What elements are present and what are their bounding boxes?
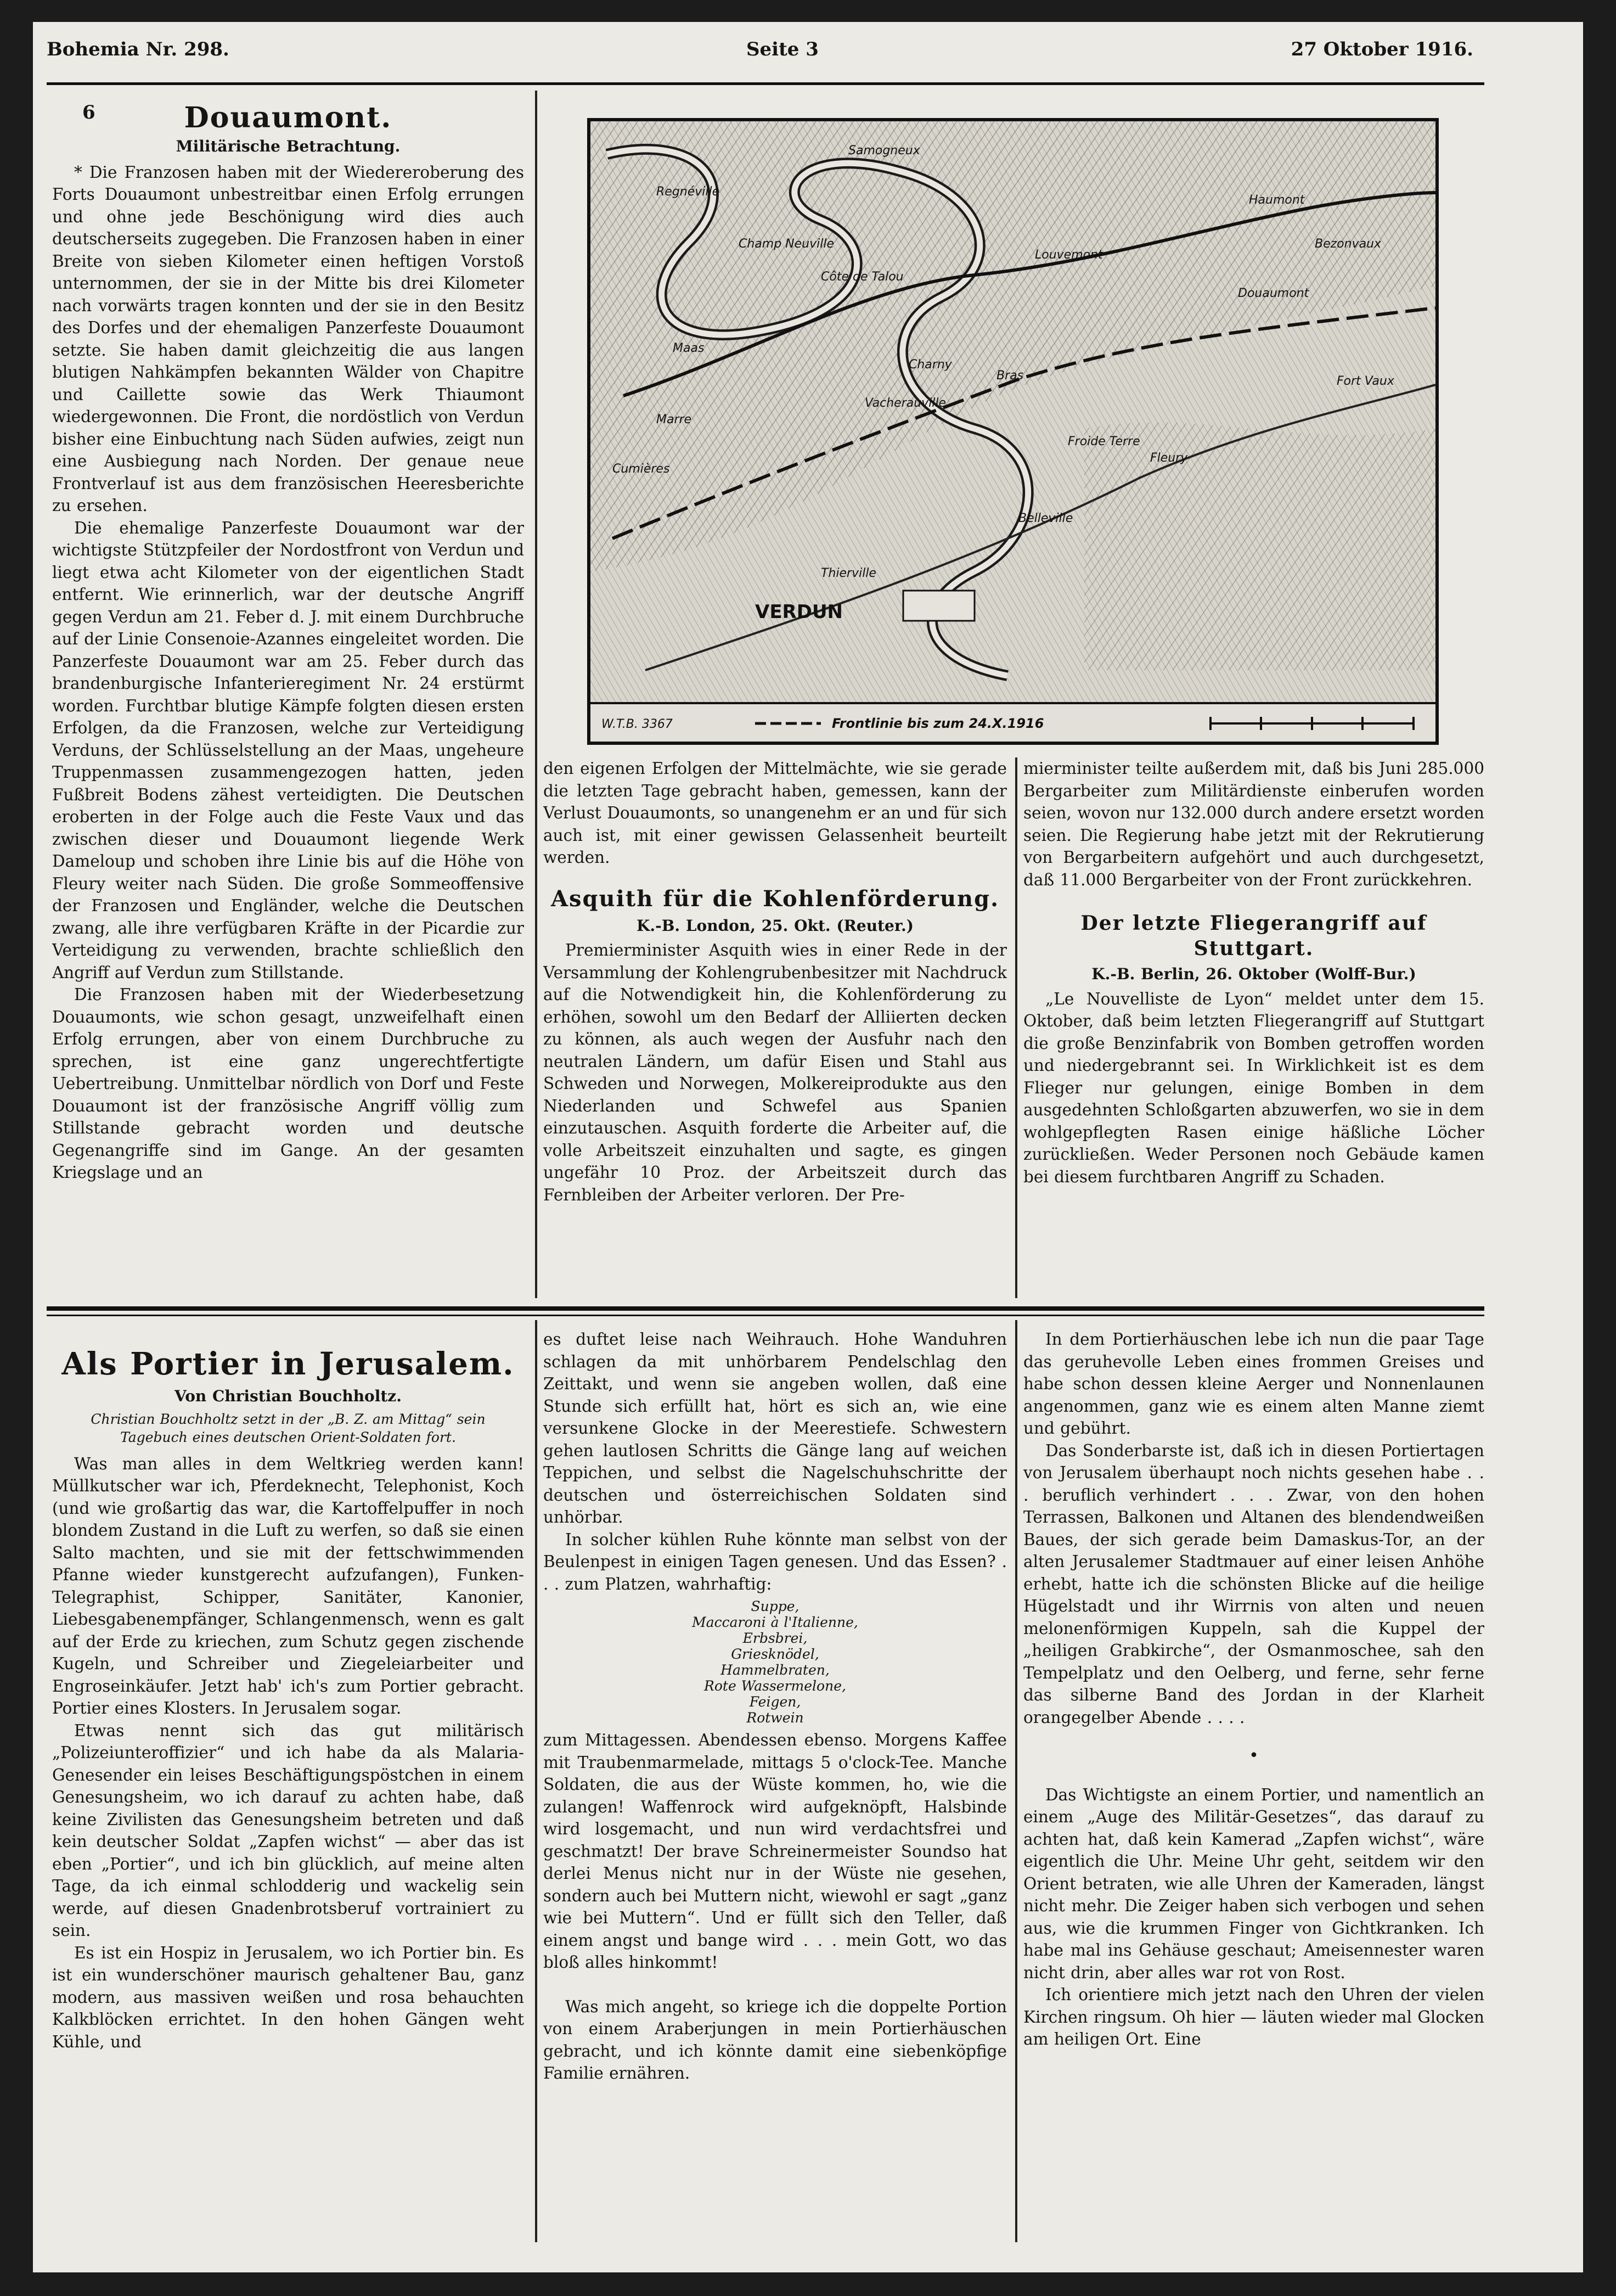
map-reference: W.T.B. 3367: [601, 717, 673, 731]
feuilleton-paragraph: Ich orientiere mich jetzt nach den Uhren der vielen Kirchen ringsum. Oh hier — läuten wieder mal Glocken am heiligen Ort. Eine: [1023, 1985, 1484, 2048]
douaumont-paragraph-3: Die Franzosen haben mit der Wiederbesetzung Douaumonts, wie schon gesagt, unzweifelhaft einen Erfolg errungen, aber von einem Durchbruche zu sprechen, ist eine ganz ungerechtfertigte Uebertreibung. Unmittelbar nördlich von Dorf und Feste Douaumont ist der französische Angriff völlig zum Stillstande gebracht worden und deutsche Gegenangriffe sind im Gange. An der gesamten Kriegslage und an: [52, 985, 524, 1182]
map-label: Côte de Talou: [821, 270, 904, 284]
menu-list: [543, 1598, 1007, 1726]
feuilleton-separator-thin: [47, 1315, 1484, 1316]
menu-item: Rotwein: [746, 1710, 804, 1726]
header-page-number: Seite 3: [746, 38, 819, 60]
feuilleton-paragraph: Etwas nennt sich das gut militärisch „Polizeiunteroffizier“ und ich habe da als Malaria-Genesender ein leises Beschäftigungspöstchen in einem Genesungsheim, wo ich darauf zu achten habe, daß keine Zivilisten das Genesungsheim betreten und daß kein deutscher Soldat „Zapfen wichst“ — aber das ist eben „Portier“, und ich bin glücklich, auf meine alten Tage, da ich einmal schlodderig und wackelig sein werde, auf diesen Gnadenbrotsberuf vortrainiert zu sein.: [52, 1721, 524, 1940]
menu-item: Rote Wassermelone,: [704, 1678, 846, 1694]
map-label: Bezonvaux: [1315, 237, 1382, 251]
map-drawing: [590, 121, 1435, 742]
asquith-text: Premierminister Asquith wies in einer Rede in der Versammlung der Kohlengrubenbesitzer mit Nachdruck auf die Notwendigkeit hin, die Kohlenförderung zu erhöhen, sowohl um den Bedarf der Alliierten decken zu können, als auch wegen der Ausfuhr nach den neutralen Ländern, um dafür Eisen und Stahl aus Schweden und Norwegen, Molkereiprodukte aus den Niederlanden und Schwefel aus Spanien einzutauschen. Asquith forderte die Arbeiter auf, die volle Arbeitszeit einzuhalten und sagte, es gingen ungefähr 10 Proz. der Arbeitszeit durch das Fernbleiben der Arbeiter verloren. Der Pre-: [543, 941, 1007, 1204]
stuttgart-dateline: K.-B. Berlin, 26. Oktober (Wolff-Bur.): [1091, 965, 1416, 983]
douaumont-continuation: den eigenen Erfolgen der Mittelmächte, wie sie gerade die letzten Tage gebracht haben, gemessen, kann der Verlust Douaumonts, so unangenehm er an und für sich auch ist, mit einer gewissen Gelassenheit beurteilt werden.: [543, 759, 1007, 867]
page-header: [47, 38, 1473, 77]
map-label: Fort Vaux: [1337, 374, 1394, 388]
douaumont-article: [52, 96, 524, 1298]
feuilleton-paragraph: In solcher kühlen Ruhe könnte man selbst von der Beulenpest in einigen Tagen genesen. Und das Essen? . . . zum Platzen, wahrhaftig:: [543, 1530, 1007, 1593]
feuilleton-column-3: [1023, 1328, 1484, 2245]
feuilleton-paragraph: In dem Portierhäuschen lebe ich nun die paar Tage das geruhevolle Leben eines frommen Greises und habe schon dessen kleine Aerger und Nonnenlaunen angenommen, ganz wie es einem alten Manne ziemt und gebührt.: [1023, 1330, 1484, 1438]
feuilleton-paragraph: es duftet leise nach Weihrauch. Hohe Wanduhren schlagen da mit unhörbarem Pendelschlag den Zeittakt, und wenn sie angeben wollen, daß eine Stunde sich erfüllt hat, hört es sich an, wie eine versunkene Glocke in der Meerestiefe. Schwestern gehen lautlosen Schritts die Gänge lang auf weichen Teppichen, und selbst die Nagelschuhschritte der deutschen und österreichischen Soldaten sind unhörbar.: [543, 1330, 1007, 1526]
column-3-news: [1023, 757, 1484, 1301]
menu-item: Maccaroni à l'Italienne,: [692, 1614, 858, 1630]
map-label: Thierville: [821, 566, 876, 580]
map-legend: Frontlinie bis zum 24.X.1916: [832, 716, 1044, 731]
hill-shading-south: [1084, 422, 1435, 670]
feuilleton-paragraph: Was mich angeht, so kriege ich die doppelte Portion von einem Araberjungen in mein Portierhäuschen gebracht, und ich könnte damit eine siebenköpfige Familie ernähren.: [543, 1997, 1007, 2082]
map-label: Louvemont: [1035, 248, 1103, 262]
map-label: Belleville: [1018, 512, 1073, 525]
asquith-continuation: mierminister teilte außerdem mit, daß bis Juni 285.000 Bergarbeiter zum Militärdienste einberufen worden seien, wovon nur 132.000 durch andere ersetzt worden seien. Die Regierung habe jetzt mit der Rekrutierung von Bergarbeitern aufgehört und auch durchgesetzt, daß 11.000 Bergarbeiter von der Front zurückkehren.: [1023, 759, 1484, 889]
menu-item: Feigen,: [749, 1694, 801, 1710]
header-date: 27 Oktober 1916.: [1291, 38, 1473, 60]
section-break-dot: •: [1249, 1746, 1259, 1765]
map-label: Douaumont: [1238, 287, 1309, 300]
map-label: Marre: [656, 413, 692, 426]
map-label-verdun: VERDUN: [755, 601, 843, 623]
feuilleton-paragraph: zum Mittagessen. Abendessen ebenso. Morgens Kaffee mit Traubenmarmelade, mittags 5 o'clock-Tee. Manche Soldaten, die aus der Wüste kommen, ho, wie die zulangen! Waffenrock wird aufgeknöpft, Halsbinde wird losgemacht, und nun wird verdachtsfrei und geschmatzt! Der brave Schreinermeister Soundso hat derlei Menus nicht nur in der Wüste nie gesehen, sondern auch bei Muttern nicht, wiewohl er sagt „ganz wie bei Muttern“. Und er füllt sich den Teller, daß einem angst und bange wird . . . mein Gott, wo das bloß alles hinkommt!: [543, 1731, 1007, 1972]
asquith-title: Asquith für die Kohlenförderung.: [551, 885, 999, 912]
section-mark: 6: [82, 102, 95, 123]
stuttgart-title: Der letzte Fliegerangriff auf Stuttgart.: [1080, 912, 1427, 960]
douaumont-paragraph-2: Die ehemalige Panzerfeste Douaumont war der wichtigste Stützpfeiler der Nordostfront von Verdun und liegt etwa acht Kilometer von der eigentlichen Stadt entfernt. Wie erinnerlich, war der deutsche Angriff gegen Verdun am 21. Feber d. J. mit einem Durchbruche auf der Linie Consenoie-Azannes eingeleitet worden. Die Panzerfeste Douaumont war am 25. Feber durch das brandenburgische Infanterieregiment Nr. 24 erstürmt worden. Furchtbar blutige Kämpfe folgten diesen ersten Erfolgen, da die Franzosen, welche zur Verteidigung Verduns, der Schlüsselstellung an der Maas, ungeheure Truppenmassen zusammengezogen hatten, jeden Fußbreit Bodens zähest verteidigten. Die Deutschen eroberten in der Folge auch die Feste Vaux und das zwischen dieser und Douaumont liegende Werk Dameloup und schoben ihre Linie bis auf die Höhe von Fleury weiter nach Süden. Die große Sommeoffensive der Franzosen und Engländer, welche die Deutschen zwang, alle ihre verfügbaren Kräfte in der Picardie zur Verteidigung zu verwenden, brachte schließlich den Angriff auf Verdun zum Stillstande.: [52, 518, 524, 982]
douaumont-subtitle: Militärische Betrachtung.: [176, 137, 401, 155]
feuilleton-paragraph: Was man alles in dem Weltkrieg werden kann! Müllkutscher war ich, Pferdeknecht, Telephonist, Koch (und wie großartig das war, die Kartoffelpuffer in noch blondem Zustand in die Luft zu werfen, so daß sie einen Salto machten, und sie mit der fettschwimmenden Pfanne wieder kunstgerecht aufzufangen), Funken-Telegraphist, Schipper, Sanitäter, Kanonier, Liebesgabenempfänger, Schlangenmensch, wenn es galt auf der Erde zu kriechen, zum Schutz gegen zischende Kugeln, und Schreiber und Ziegeleiarbeiter und Engroseinkäufer. Jetzt hab' ich's zum Portier gebracht. Portier eines Klosters. In Jerusalem sogar.: [52, 1454, 524, 1717]
menu-item: Erbsbrei,: [742, 1630, 808, 1646]
feuilleton-rule-1: [535, 1320, 537, 2242]
feuilleton-rule-2: [1015, 1320, 1017, 2242]
map-label: Maas: [673, 341, 705, 355]
map-label: Froide Terre: [1068, 435, 1140, 448]
feuilleton-paragraph: Das Wichtigste an einem Portier, und namentlich an einem „Auge des Militär-Gesetzes“, das darauf zu achten hat, daß kein Kamerad „Zapfen wichst“, wäre eigentlich die Uhr. Meine Uhr geht, seitdem wir den Orient betraten, wie alle Uhren der Kameraden, längst nicht mehr. Die Zeiger haben sich verbogen und sehen aus, wie die krummen Finger von Gichtkranken. Ich habe mal ins Gehäuse geschaut; Ameisennester waren nicht drin, aber alles war rot von Rost.: [1023, 1785, 1484, 1982]
feuilleton-byline: Von Christian Bouchholtz.: [174, 1387, 402, 1405]
feuilleton-separator: [47, 1306, 1484, 1311]
douaumont-paragraph-1: * Die Franzosen haben mit der Wiedereroberung des Forts Douaumont unbestreitbar einen Erfolg errungen und ohne jede Beschönigung wird dies auch deutscherseits zugegeben. Die Franzosen haben in einer Breite von sieben Kilometer einen heftigen Vorstoß unternommen, der sie in der Mitte bis drei Kilometer nach vorwärts tragen konnten und der sie in den Besitz des Dorfes und der ehemaligen Panzerfeste Douaumont setzte. Sie haben damit gleichzeitig die aus langen blutigen Nahkämpfen bekannten Wälder von Chapitre und Caillette sowie das Werk Thiaumont wiedergewonnen. Die Front, die nordöstlich von Verdun bisher eine Einbuchtung nach Süden aufwies, zeigt nun eine Ausbiegung nach Norden. Der genaue neue Frontverlauf ist aus dem französischen Heeresberichte zu ersehen.: [52, 162, 524, 515]
map-label: Fleury: [1150, 451, 1188, 465]
column-rule-1: [535, 91, 537, 1298]
map-label: Samogneux: [848, 144, 920, 158]
header-paper-issue: Bohemia Nr. 298.: [47, 38, 229, 60]
menu-item: Griesknödel,: [731, 1646, 819, 1662]
asquith-dateline: K.-B. London, 25. Okt. (Reuter.): [637, 916, 914, 935]
feuilleton-intro: Christian Bouchholtz setzt in der „B. Z. am Mittag“ sein Tagebuch eines deutschen Orient-Soldaten fort.: [91, 1411, 486, 1445]
header-rule: [47, 82, 1484, 85]
column-rule-2: [1015, 757, 1017, 1298]
map-label: Champ Neuville: [739, 237, 835, 251]
feuilleton-column-1: [52, 1328, 524, 2245]
map-label: Bras: [996, 369, 1024, 383]
menu-item: Suppe,: [751, 1598, 799, 1614]
menu-item: Hammelbraten,: [720, 1662, 830, 1678]
verdun-city-marker: [903, 591, 975, 621]
stuttgart-text: „Le Nouvelliste de Lyon“ meldet unter dem 15. Oktober, daß beim letzten Fliegerangriff auf Stuttgart die große Benzinfabrik von Bomben getroffen worden und niedergebrannt sei. In Wirklichkeit ist es dem Flieger nur gelungen, einige Bomben in dem ausgedehnten Schloßgarten abzuwerfen, wo sie in dem wohlgepflegten Rasen einige häßliche Löcher zurückließen. Weder Personen noch Gebäude kamen bei diesem furchtbaren Angriff zu Schaden.: [1023, 989, 1484, 1186]
map-label: Charny: [909, 358, 952, 372]
feuilleton-column-2: [543, 1328, 1007, 2245]
map-label: Haumont: [1249, 193, 1305, 207]
feuilleton-paragraph: Das Sonderbarste ist, daß ich in diesen Portiertagen von Jerusalem überhaupt noch nichts gesehen habe . . . beruflich verhindert . . . Zwar, von den hohen Terrassen, Balkonen und Altanen des blendendweißen Baues, der sich gerade beim Damaskus-Tor, an der alten Jerusalemer Stadtmauer auf einer leisen Anhöhe erhebt, hatte ich die schönsten Blicke auf die heilige Hügelstadt und ihr Wirrnis von alten und neuen melonenförmigen Kuppeln, sah die Kuppel der „heiligen Grabkirche“, der Osmanmoschee, sah den Tempelplatz und den Oelberg, und ferne, sehr ferne das silberne Band des Jordan in der Klarheit orangegelber Abende . . . .: [1023, 1441, 1484, 1727]
map-label: Cumières: [612, 462, 670, 476]
map-label: Vacherauville: [865, 396, 947, 410]
douaumont-title: Douaumont.: [184, 101, 392, 134]
feuilleton-paragraph: Es ist ein Hospiz in Jerusalem, wo ich Portier bin. Es ist ein wunderschöner maurisch gehaltener Bau, ganz modern, aus massiven weißen und rosa behauchten Kalkblöcken errichtet. In den hohen Gängen weht Kühle, und: [52, 1943, 524, 2051]
column-2-news: [543, 757, 1007, 1301]
feuilleton-title: Als Portier in Jerusalem.: [61, 1346, 515, 1382]
verdun-map: [587, 118, 1439, 745]
map-label: Regnéville: [656, 185, 720, 199]
